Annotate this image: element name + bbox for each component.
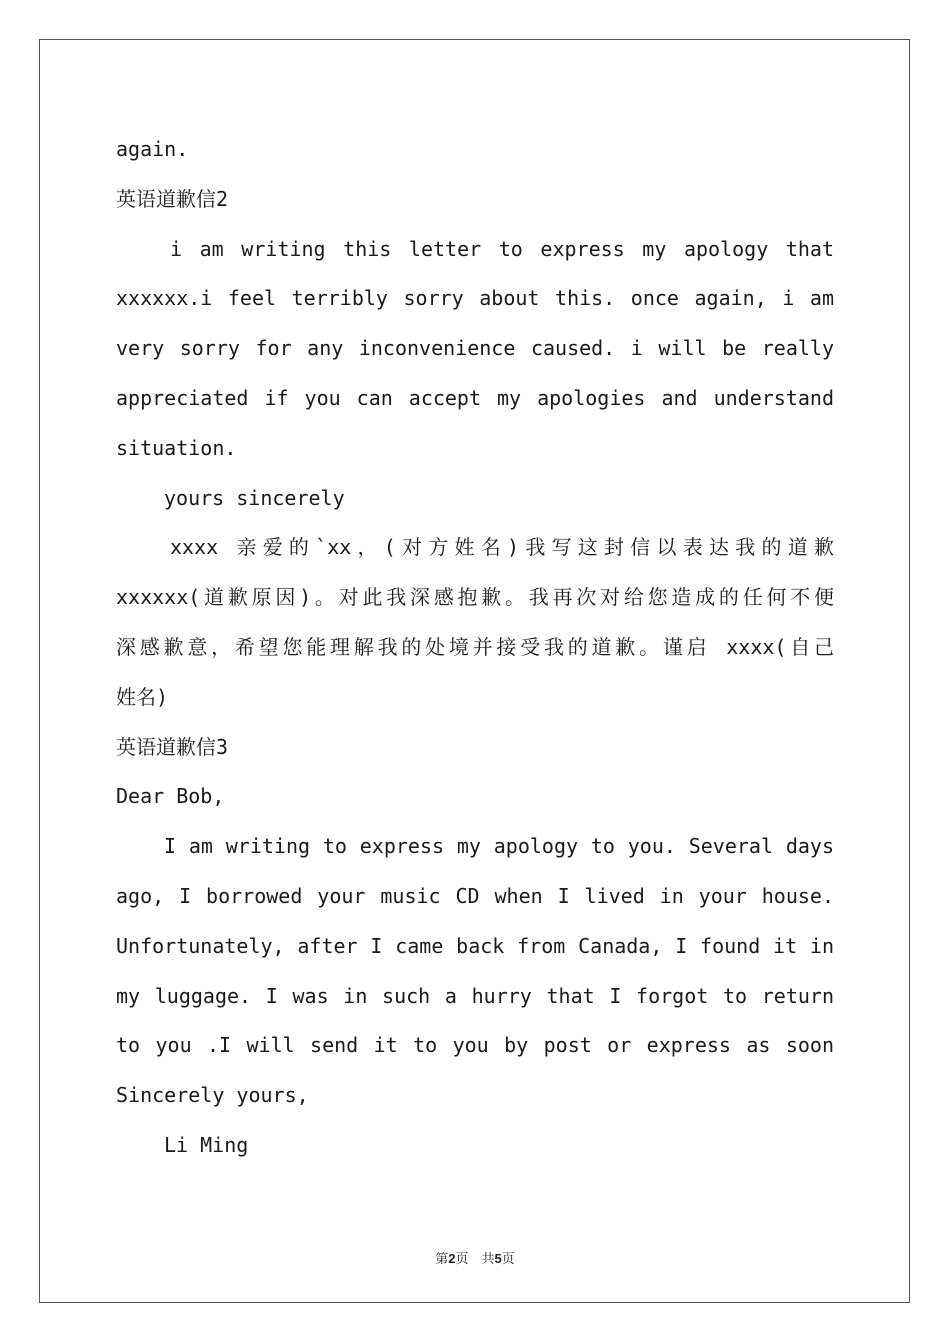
text-line: xxxxxx.i feel terribly sorry about this. once again, i am (116, 286, 834, 311)
closing-line: Sincerely yours, (116, 1083, 309, 1108)
text-line: 姓名) (116, 684, 169, 709)
footer-suffix: 页 (501, 1252, 515, 1267)
closing-line: yours sincerely (164, 485, 345, 510)
text-line: situation. (116, 435, 237, 460)
text-line: my luggage. I was in such a hurry that I forgot to return (116, 983, 834, 1008)
current-page-number: 2 (448, 1251, 456, 1266)
signature-name: Li Ming (164, 1132, 249, 1157)
section-heading: 英语道歉信2 (116, 186, 229, 211)
salutation: Dear Bob, (116, 784, 225, 809)
page-number-footer (0, 1248, 950, 1267)
document-body (116, 125, 834, 1171)
footer-mid: 页 共 (455, 1252, 495, 1267)
text-line: appreciated if you can accept my apologies and understand (116, 385, 834, 410)
text-line: to you .I will send it to you by post or express as soon (116, 1033, 834, 1058)
total-page-number: 5 (494, 1251, 502, 1266)
text-line: very sorry for any inconvenience caused. i will be really (116, 336, 834, 361)
text-line: I am writing to express my apology to you. Several days (164, 834, 834, 859)
text-line: ago, I borrowed your music CD when I lived in your house. (116, 883, 834, 908)
text-line: Unfortunately, after I came back from Canada, I found it in (116, 933, 834, 958)
text-line: i am writing this letter to express my apology that (170, 236, 834, 261)
text-line: again. (116, 137, 189, 161)
text-line: xxxx 亲爱的`xx，(对方姓名)我写这封信以表达我的道歉 (170, 535, 834, 560)
section-heading: 英语道歉信3 (116, 734, 229, 759)
footer-prefix: 第 (435, 1252, 449, 1267)
text-line: xxxxxx(道歉原因)。对此我深感抱歉。我再次对给您造成的任何不便 (116, 585, 834, 610)
text-line: 深感歉意，希望您能理解我的处境并接受我的道歉。谨启 xxxx(自己 (116, 634, 834, 659)
